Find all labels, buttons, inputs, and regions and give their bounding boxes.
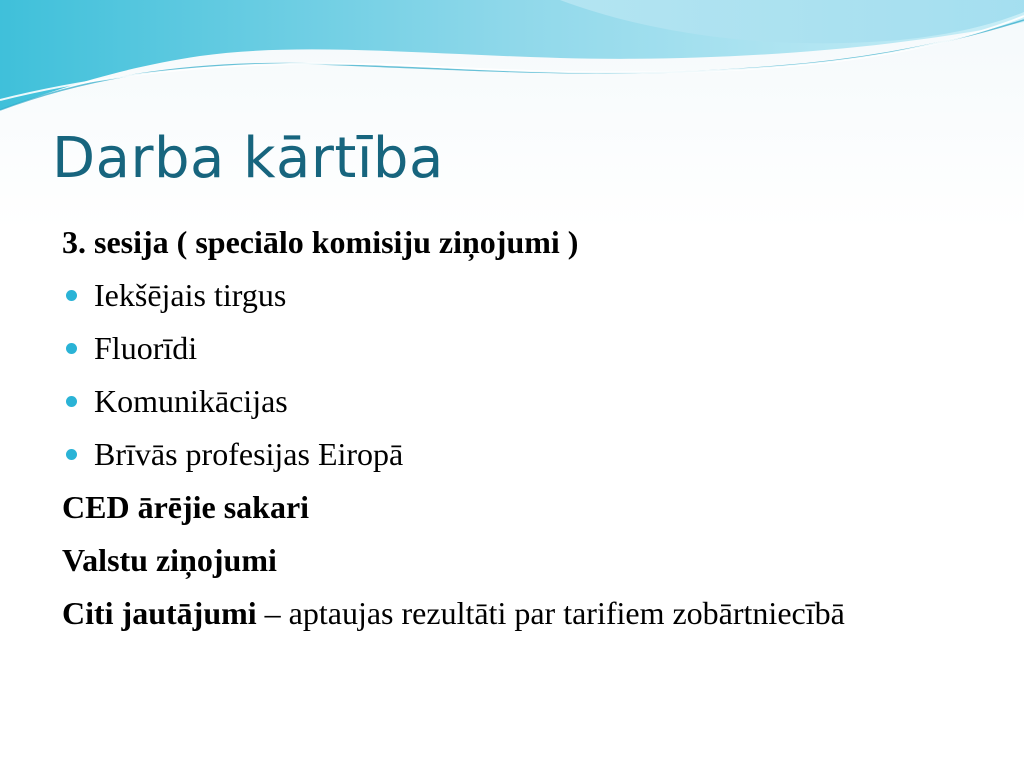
bullet-dot-icon xyxy=(66,343,77,354)
slide-body xyxy=(62,222,962,646)
bullet-dot-icon xyxy=(66,396,77,407)
bullet-dot-icon xyxy=(66,290,77,301)
other-matters-text: – aptaujas rezultāti par tarifiem zobārtniecībā xyxy=(256,595,845,631)
list-item xyxy=(62,275,962,315)
other-matters-line xyxy=(62,593,962,633)
list-item xyxy=(62,434,962,474)
ced-relations-line: CED ārējie sakari xyxy=(62,489,310,525)
list-item xyxy=(62,381,962,421)
decorative-wave-header xyxy=(0,0,1024,130)
list-item-text: Komunikācijas xyxy=(94,383,288,419)
national-reports-line: Valstu ziņojumi xyxy=(62,542,277,578)
list-item-text: Fluorīdi xyxy=(94,330,198,366)
list-item-text: Brīvās profesijas Eiropā xyxy=(94,436,404,472)
bullet-dot-icon xyxy=(66,449,77,460)
slide-title: Darba kārtība xyxy=(52,126,444,191)
list-item xyxy=(62,328,962,368)
session-heading: 3. sesija ( speciālo komisiju ziņojumi ) xyxy=(62,224,579,260)
list-item-text: Iekšējais tirgus xyxy=(94,277,287,313)
other-matters-label: Citi jautājumi xyxy=(62,595,257,631)
